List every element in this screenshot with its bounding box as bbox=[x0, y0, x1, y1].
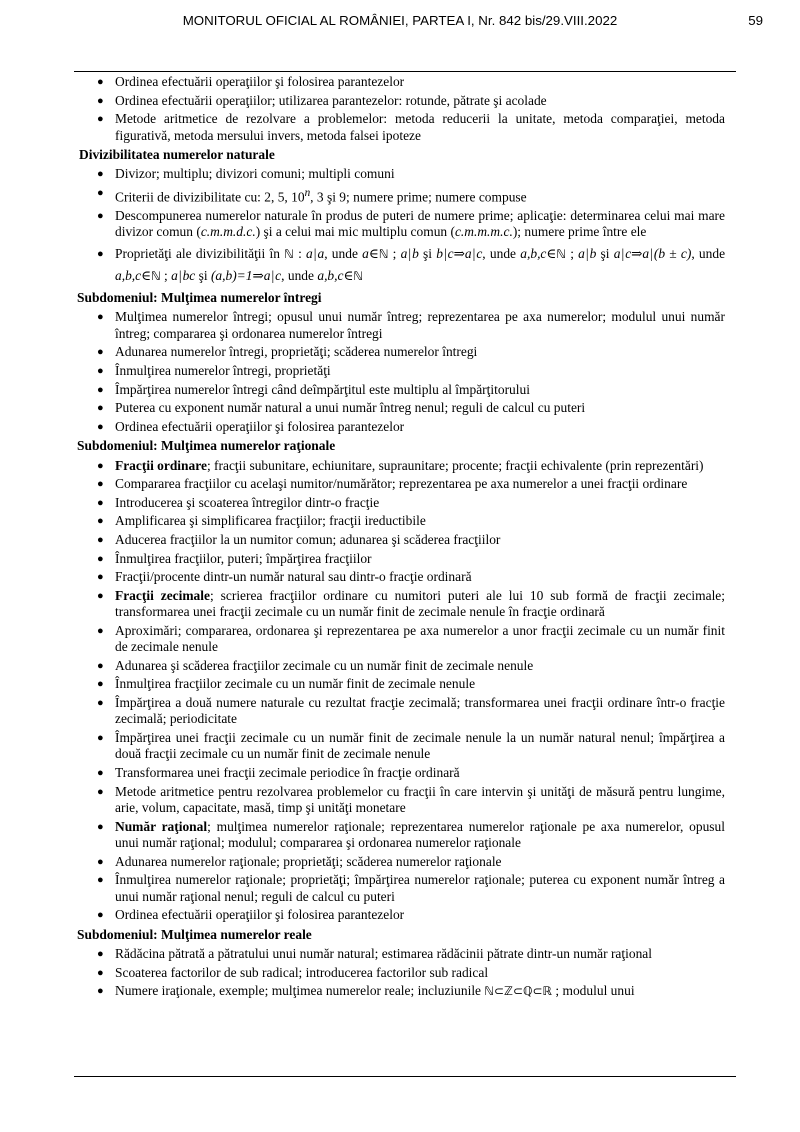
list-item: ● Împărţirea a două numere naturale cu rezultat fracţie zecimală; transformarea unei fracţii ordinare într-o fracţie zecimală; periodicitate bbox=[97, 695, 725, 727]
list-item: ● Criterii de divizibilitate cu: 2, 5, 10$^n$, 3 şi 9; numere prime; numere compuse bbox=[97, 187, 527, 205]
divides-bar: | bbox=[650, 246, 653, 262]
list-item: ● Număr raţional; mulţimea numerelor raţionale; reprezentarea numerelor raţionale pe axa numerelor, opusul unui număr raţional; modulul; compararea şi ordonarea numerelor raţionale bbox=[97, 818, 725, 851]
bullet-icon: ● bbox=[97, 874, 104, 887]
bullet-icon: ● bbox=[97, 534, 104, 547]
divides-bar: | bbox=[585, 246, 589, 262]
bullet-icon: ● bbox=[97, 909, 104, 922]
list-item: ● Înmulţirea numerelor raţionale; proprietăţi; împărţirea numerelor raţionale; puterea cu exponent număr întreg a unui număr raţional nenul; reguli de calcul cu puteri bbox=[97, 872, 725, 904]
bullet-icon: ● bbox=[97, 785, 104, 798]
bullet-icon: ● bbox=[97, 311, 104, 324]
list-item: ● Înmulţirea numerelor întregi, proprietăţi bbox=[97, 363, 331, 379]
bullet-icon: ● bbox=[97, 678, 104, 691]
list-item: ● Ordinea efectuării operaţiilor; utilizarea parantezelor: rotunde, pătrate şi acolade bbox=[97, 92, 547, 108]
divides-bar: | bbox=[313, 246, 317, 262]
list-item: ● Adunarea numerelor întregi, proprietăţi; scăderea numerelor întregi bbox=[97, 344, 478, 360]
list-item: ● Aproximări; compararea, ordonarea şi reprezentarea pe axa numerelor a unor fracţii zecimale cu un număr finit de zecimale nenule bbox=[97, 622, 725, 655]
divides-bar: | bbox=[443, 246, 447, 262]
section-heading-reale: Subdomeniul: Mulţimea numerelor reale bbox=[77, 926, 312, 942]
divides-bar: | bbox=[408, 246, 412, 262]
footer-rule bbox=[74, 1076, 736, 1077]
bullet-icon: ● bbox=[97, 515, 104, 528]
document-body bbox=[77, 74, 725, 1002]
list-item: ● Transformarea unei fracţii zecimale periodice în fracţie ordinară bbox=[97, 765, 460, 781]
list-item: ● Introducerea şi scoaterea întregilor dintr-o fracţie bbox=[97, 494, 380, 510]
list-item: ● Divizor; multiplu; divizori comuni; multipli comuni bbox=[97, 166, 395, 182]
bullet-icon: ● bbox=[97, 697, 104, 710]
list-item: ● Mulţimea numerelor întregi; opusul unui număr întreg; reprezentarea pe axa numerelor; modulul unui număr întreg; compararea şi ordonarea numerelor întregi bbox=[97, 309, 725, 341]
section-heading-divizibilitate: Divizibilitatea numerelor naturale bbox=[79, 147, 275, 162]
list-intregi bbox=[77, 309, 725, 435]
list-item: ● Înmulţirea fracţiilor zecimale cu un număr finit de zecimale nenule bbox=[97, 676, 476, 692]
list-item: ● Ordinea efectuării operaţiilor şi folosirea parantezelor bbox=[97, 418, 405, 434]
bullet-icon: ● bbox=[97, 571, 104, 584]
bullet-icon: ● bbox=[97, 732, 104, 745]
list-rationale bbox=[77, 458, 725, 924]
bullet-icon: ● bbox=[97, 855, 104, 868]
list-item: ● Împărţirea unei fracţii zecimale cu un număr finit de zecimale nenule la un număr natural nenul; împărţirea a două fracţii zecimale cu un număr finit de zecimale nenule bbox=[97, 730, 725, 762]
bullet-icon: ● bbox=[97, 420, 104, 433]
divides-bar: | bbox=[472, 246, 476, 262]
bullet-icon: ● bbox=[97, 659, 104, 672]
list-item: ● Numere iraţionale, exemple; mulţimea numerelor reale; incluziunile ℕ⊂ℤ⊂ℚ⊂ℝ ; modulul unui bbox=[97, 983, 635, 999]
bullet-icon: ● bbox=[97, 948, 104, 961]
list-item: ● Adunarea numerelor raţionale; proprietăţi; scăderea numerelor raţionale bbox=[97, 853, 502, 869]
bullet-icon: ● bbox=[97, 346, 104, 359]
bullet-icon: ● bbox=[97, 589, 104, 602]
list-item: ● Fracţii ordinare; fracţii subunitare, echiunitare, supraunitare; procente; fracţii echivalente (prin reprezentări) bbox=[97, 457, 704, 473]
list-item-divisibility-properties: ● Proprietăţi ale divizibilităţii în ℕ : a|a, unde a∈ℕ ; a|b şi b|c⇒a|c, unde a,b,c∈ℕ ; a|b şi a|c⇒a|(b ± c), unde a,b,c∈ℕ ; a|bc şi (a,b)=1⇒a|c, unde a,b,c∈ℕ bbox=[77, 243, 725, 287]
bullet-icon: ● bbox=[97, 767, 104, 780]
bullet-icon: ● bbox=[97, 187, 104, 199]
list-item: ● Scoaterea factorilor de sub radical; introducerea factorilor sub radical bbox=[97, 964, 489, 980]
bullet-icon: ● bbox=[97, 552, 104, 565]
list-item: ● Înmulţirea fracţiilor, puteri; împărţirea fracţiilor bbox=[97, 550, 372, 566]
bullet-icon: ● bbox=[97, 820, 104, 833]
bullet-icon: ● bbox=[97, 365, 104, 378]
bullet-icon: ● bbox=[97, 985, 104, 998]
list-item: ● Împărţirea numerelor întregi când deîmpărţitul este multiplu al împărţitorului bbox=[97, 381, 530, 397]
list-item: ● Ordinea efectuării operaţiilor şi folosirea parantezelor bbox=[97, 74, 405, 89]
list-item: ● Amplificarea şi simplificarea fracţiilor; fracţii ireductibile bbox=[97, 513, 426, 529]
list-item: ● Rădăcina pătrată a pătratului unui număr natural; estimarea rădăcinii pătrate dintr-un număr raţional bbox=[97, 946, 653, 962]
list-block-1 bbox=[77, 74, 725, 144]
bullet-icon: ● bbox=[97, 966, 104, 979]
list-divizibilitate bbox=[77, 166, 725, 287]
list-item: ● Compararea fracţiilor cu acelaşi numitor/numărător; reprezentarea pe axa numerelor a unei fracţii ordinare bbox=[97, 476, 688, 492]
bullet-icon: ● bbox=[97, 94, 104, 107]
publication-title: MONITORUL OFICIAL AL ROMÂNIEI, PARTEA I, Nr. 842 bis/29.VIII.2022 bbox=[182, 13, 618, 28]
bullet-icon: ● bbox=[97, 248, 104, 261]
page-header bbox=[0, 11, 800, 33]
bullet-icon: ● bbox=[97, 402, 104, 415]
section-heading-intregi: Subdomeniul: Mulţimea numerelor întregi bbox=[77, 290, 322, 306]
bullet-icon: ● bbox=[97, 496, 104, 509]
header-rule bbox=[74, 71, 736, 72]
list-item: ● Metode aritmetice de rezolvare a problemelor: metoda reducerii la unitate, metoda comparaţiei, metoda figurativă, metoda mersului invers, metoda falsei ipoteze bbox=[97, 111, 725, 143]
divides-bar: | bbox=[178, 268, 182, 284]
bullet-icon: ● bbox=[97, 113, 104, 126]
section-heading-rationale: Subdomeniul: Mulţimea numerelor raţionale bbox=[77, 438, 336, 454]
bullet-icon: ● bbox=[97, 459, 104, 472]
list-item: ● Fracţii/procente dintr-un număr natural sau dintr-o fracţie ordinară bbox=[97, 569, 472, 585]
divides-bar: | bbox=[271, 268, 275, 284]
list-item: ● Ordinea efectuării operaţiilor şi folosirea parantezelor bbox=[97, 907, 405, 923]
bullet-icon: ● bbox=[97, 478, 104, 491]
page-number: 59 bbox=[748, 13, 763, 28]
bullet-icon: ● bbox=[97, 383, 104, 396]
list-item: ● Aducerea fracţiilor la un numitor comun; adunarea şi scăderea fracţiilor bbox=[97, 532, 501, 548]
list-item: ● Metode aritmetice pentru rezolvarea problemelor cu fracţii în care intervin şi unităţi de măsură pentru lungime, arie, volum, capacitate, masă, timp şi unităţi monetare bbox=[97, 783, 725, 816]
divides-bar: | bbox=[621, 246, 625, 262]
bullet-icon: ● bbox=[97, 76, 104, 88]
list-item: ● Adunarea şi scăderea fracţiilor zecimale cu un număr finit de zecimale nenule bbox=[97, 657, 534, 673]
bullet-icon: ● bbox=[97, 168, 104, 181]
list-item: ● Fracţii zecimale; scrierea fracţiilor ordinare cu numitori puteri ale lui 10 sub formă de fracţii zecimale; transformarea unei fracţii zecimale cu un număr finit de zecimale nenule în fracţie ordinară bbox=[97, 587, 725, 620]
list-item: ● Puterea cu exponent număr natural a unui număr întreg nenul; reguli de calcul cu puteri bbox=[97, 400, 586, 416]
list-item: ● Descompunerea numerelor naturale în produs de puteri de numere prime; aplicaţie: determinarea celui mai mare divizor comun (c.m.m.d.c.) şi a celui mai mic multiplu comun (c.m.m.m.c.); numere prime între ele bbox=[97, 208, 725, 240]
bullet-icon: ● bbox=[97, 624, 104, 637]
bullet-icon: ● bbox=[97, 210, 104, 223]
list-reale bbox=[77, 946, 725, 1000]
